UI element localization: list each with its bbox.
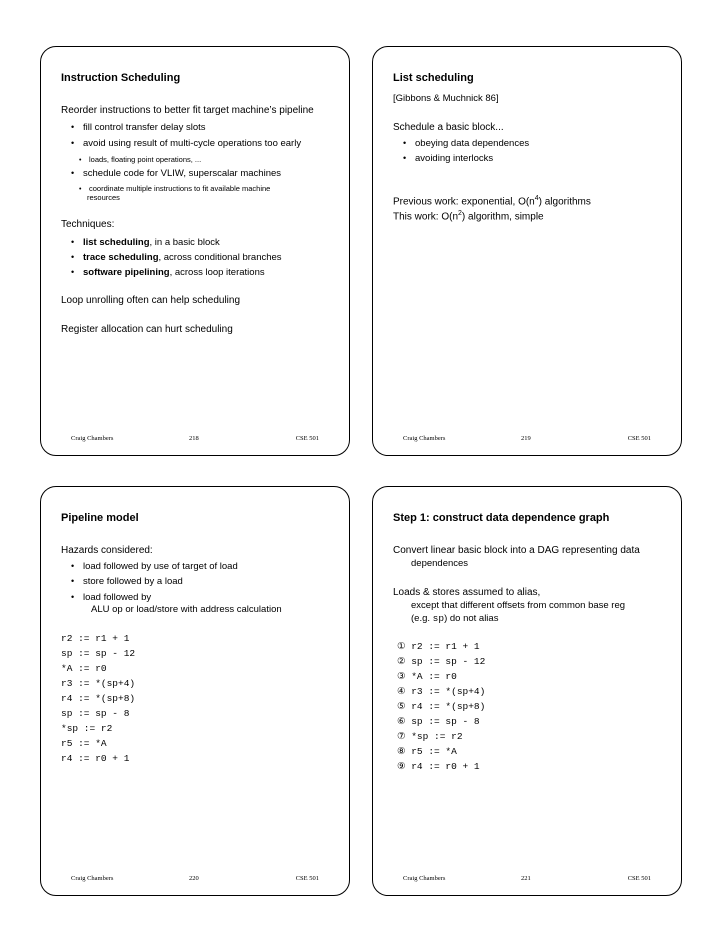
text: (e.g. xyxy=(411,613,433,624)
bullet xyxy=(71,267,265,278)
footer-course: CSE 501 xyxy=(627,875,651,882)
intro-text: Reorder instructions to better fit target machine’s pipeline xyxy=(61,105,314,116)
intro-text: Convert linear basic block into a DAG representing data xyxy=(393,545,640,556)
code-term: sp xyxy=(432,613,445,624)
footer-page: 218 xyxy=(189,435,199,442)
hazards-heading: Hazards considered: xyxy=(61,545,153,556)
code-line: r2 := r1 + 1 xyxy=(61,633,130,644)
term: trace scheduling xyxy=(83,252,159,263)
slide-title: Step 1: construct data dependence graph xyxy=(393,512,610,524)
bullet: • fill control transfer delay slots xyxy=(71,122,206,133)
bullet: • load followed by use of target of load xyxy=(71,561,238,572)
text: This work: O(n xyxy=(393,211,459,223)
sub-bullet: • coordinate multiple instructions to fit available machine xyxy=(79,184,270,193)
slide-220 xyxy=(40,486,350,896)
bullet xyxy=(71,237,220,248)
term: list scheduling xyxy=(83,237,150,248)
sub-bullet: • loads, floating point operations, ... xyxy=(79,155,201,164)
code-line: ⑦ *sp := r2 xyxy=(397,731,463,742)
bullet: • obeying data dependences xyxy=(403,138,529,149)
code-line: ③ *A := r0 xyxy=(397,671,457,682)
code-line: ⑧ r5 := *A xyxy=(397,746,457,757)
code-line: r4 := r0 + 1 xyxy=(61,753,130,764)
footer-author: Craig Chambers xyxy=(71,435,114,442)
code-line: r5 := *A xyxy=(61,738,107,749)
reference: [Gibbons & Muchnick 86] xyxy=(393,93,499,104)
intro-text: Schedule a basic block... xyxy=(393,122,504,133)
footer-author: Craig Chambers xyxy=(71,875,114,882)
code-line: r3 := *(sp+4) xyxy=(61,678,136,689)
code-line: *A := r0 xyxy=(61,663,107,674)
footer-course: CSE 501 xyxy=(295,435,319,442)
term-desc: , in a basic block xyxy=(149,237,220,248)
footer-page: 219 xyxy=(521,435,531,442)
this-work xyxy=(393,210,544,222)
sub-bullet-cont: resources xyxy=(87,193,120,202)
alias-example xyxy=(411,613,498,624)
slide-title: Pipeline model xyxy=(61,512,139,524)
footer-page: 220 xyxy=(189,875,199,882)
code-line: ⑤ r4 := *(sp+8) xyxy=(397,701,486,712)
footer-course: CSE 501 xyxy=(295,875,319,882)
bullet: • avoiding interlocks xyxy=(403,153,493,164)
text: Previous work: exponential, O(n xyxy=(393,196,535,208)
term-desc: , across loop iterations xyxy=(169,267,265,278)
code-line: ④ r3 := *(sp+4) xyxy=(397,686,486,697)
footer-course: CSE 501 xyxy=(627,435,651,442)
term-desc: , across conditional branches xyxy=(158,252,282,263)
exponent: 2 xyxy=(458,210,462,217)
bullet: • load followed by xyxy=(71,592,151,603)
previous-work xyxy=(393,195,591,207)
code-line: ② sp := sp - 12 xyxy=(397,656,486,667)
bullet: • avoid using result of multi-cycle operations too early xyxy=(71,138,301,149)
term: software pipelining xyxy=(83,267,170,278)
bullet-cont: ALU op or load/store with address calculation xyxy=(91,604,282,615)
intro-text-cont: dependences xyxy=(411,558,469,569)
alias-text-cont: except that different offsets from common base reg xyxy=(411,600,626,611)
text: ) do not alias xyxy=(444,613,499,624)
slide-219 xyxy=(372,46,682,456)
bullet: • store followed by a load xyxy=(71,576,183,587)
code-line: sp := sp - 8 xyxy=(61,708,130,719)
exponent: 4 xyxy=(534,195,539,202)
text: ) algorithm, simple xyxy=(461,211,544,223)
techniques-heading: Techniques: xyxy=(61,219,115,230)
bullet xyxy=(71,252,282,263)
code-line: ⑥ sp := sp - 8 xyxy=(397,716,480,727)
slide-218 xyxy=(40,46,350,456)
footer-page: 221 xyxy=(521,875,531,882)
code-line: *sp := r2 xyxy=(61,723,113,734)
code-line: r4 := *(sp+8) xyxy=(61,693,136,704)
footer-author: Craig Chambers xyxy=(403,435,446,442)
alias-text: Loads & stores assumed to alias, xyxy=(393,587,541,598)
slide-title: List scheduling xyxy=(393,72,474,84)
slide-title: Instruction Scheduling xyxy=(61,72,181,84)
text: ) algorithms xyxy=(538,196,591,208)
note-text: Register allocation can hurt scheduling xyxy=(61,324,233,335)
code-line: ⑨ r4 := r0 + 1 xyxy=(397,761,480,772)
footer-author: Craig Chambers xyxy=(403,875,446,882)
slide-221 xyxy=(372,486,682,896)
code-line: ① r2 := r1 + 1 xyxy=(397,641,480,652)
bullet: • schedule code for VLIW, superscalar machines xyxy=(71,168,281,179)
code-line: sp := sp - 12 xyxy=(61,648,136,659)
note-text: Loop unrolling often can help scheduling xyxy=(61,295,241,306)
